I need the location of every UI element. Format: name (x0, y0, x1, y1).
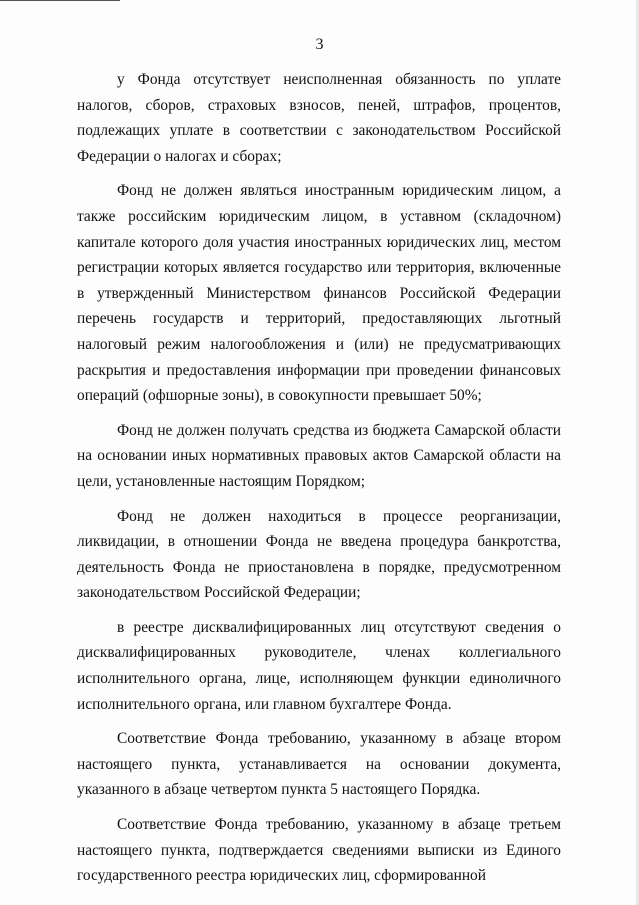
paragraph-reorganization: Фонд не должен находиться в процессе реорганизации, ликвидации, в отношении Фонда не введена процедура банкротства, деятельность Фонда не приостановлена в порядке, предусмотренном законодательством Российской Федерации; (77, 507, 561, 602)
paragraph-compliance-third: Соответствие Фонда требованию, указанному в абзаце третьем настоящего пункта, подтверждается сведениями выписки из Единого государственного реестра юридических лиц, сформированной (77, 816, 561, 885)
paragraph-disqualified-registry: в реестре дисквалифицированных лиц отсутствуют сведения о дисквалифицированных руководителе, членах коллегиального исполнительного органа, лице, исполняющем функции единоличного исполнительного органа, или главном бухгалтере Фонда. (77, 618, 561, 713)
paragraph-tax-obligations: у Фонда отсутствует неисполненная обязанность по уплате налогов, сборов, страховых взносов, пеней, штрафов, процентов, подлежащих уплате в соответствии с законодательством Российской Федерации о налогах и сборах; (77, 71, 561, 165)
paragraph-compliance-second: Соответствие Фонда требованию, указанному в абзаце втором настоящего пункта, устанавливается на основании документа, указанного в абзаце четвертом пункта 5 настоящего Порядка. (77, 730, 561, 799)
paragraph-budget-funds: Фонд не должен получать средства из бюджета Самарской области на основании иных нормативных правовых актов Самарской области на цели, установленные настоящим Порядком; (77, 421, 561, 490)
page-number: 3 (315, 36, 324, 53)
scan-artifact-line (0, 0, 120, 1)
document-body (77, 67, 561, 898)
paragraph-foreign-entity: Фонд не должен являться иностранным юридическим лицом, а также российским юридическим лицом, в уставном (складочном) капитале которого доля участия иностранных юридических лиц, местом регистрации которых является государство или территория, включенные в утвержденный Министерством финансов Российской Федерации перечень государств и территорий, предоставляющих льготный налоговый режим налогообложения и (или) не предусматривающих раскрытия и предоставления информации при проведении финансовых операций (офшорные зоны), в совокупности превышает 50%; (77, 182, 561, 405)
